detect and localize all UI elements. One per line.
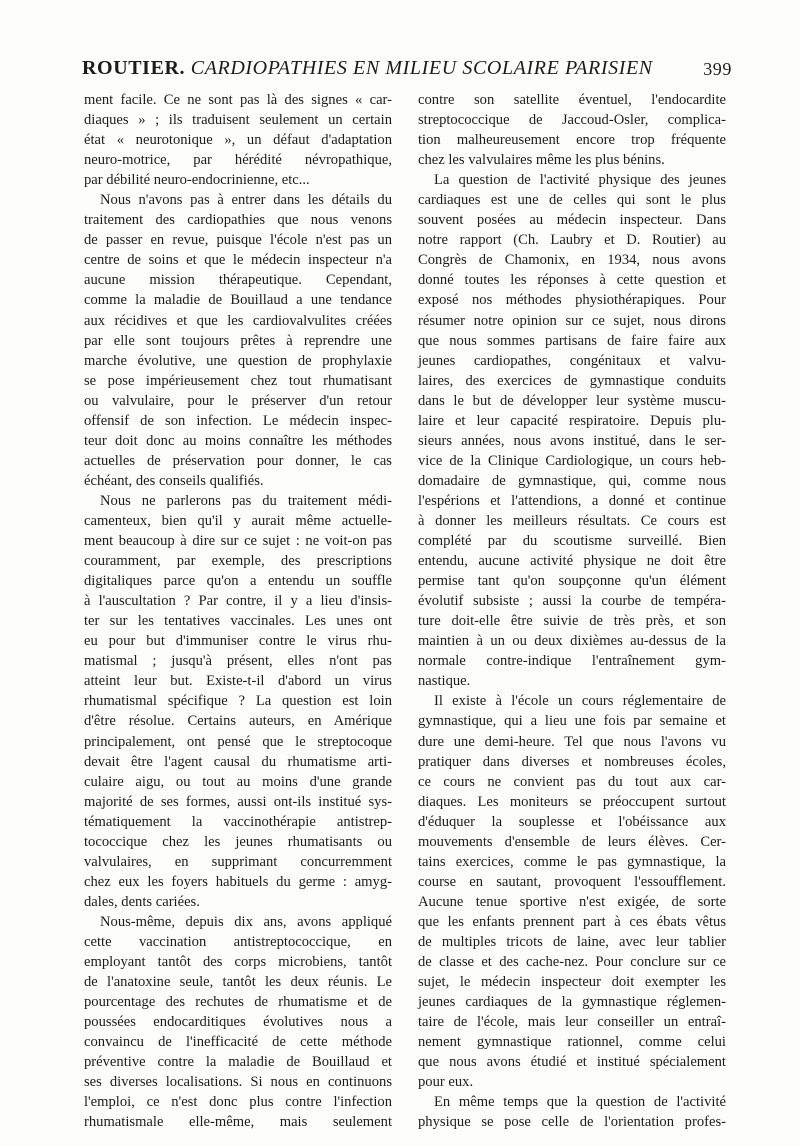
text-line: ses diverses localisations. Si nous en continuons bbox=[84, 1074, 392, 1091]
text-line: gymnastique, qui a lieu une fois par semaine et bbox=[418, 713, 726, 730]
text-line: devait être l'agent causal du rhumatisme arti- bbox=[84, 753, 392, 770]
header-author: ROUTIER. bbox=[82, 57, 186, 79]
text-line: donné toutes les réponses à cette question et bbox=[418, 272, 726, 289]
text-line: neuro-motrice, par hérédité névropathique, bbox=[84, 152, 392, 169]
text-line: ture doit-elle être suivie de très près, et son bbox=[418, 613, 726, 630]
text-line: diaques. Les moniteurs se préoccupent surtout bbox=[418, 793, 726, 810]
text-line: principalement, ont pensé que le streptocoque bbox=[84, 733, 392, 750]
text-line: aucune mission thérapeutique. Cependant, bbox=[84, 272, 392, 289]
text-line: vice de la Clinique Cardiologique, un cours heb- bbox=[418, 452, 726, 469]
text-line: que nous sommes partisans de faire faire aux bbox=[418, 332, 726, 349]
text-line: chez les valvulaires même les plus bénins. bbox=[418, 152, 665, 169]
text-line: chez eux les foyers habituels du germe : amyg- bbox=[84, 873, 392, 890]
text-line: Nous-même, depuis dix ans, avons appliqué bbox=[100, 913, 392, 930]
text-line: pourcentage des rechutes de rhumatisme et de bbox=[84, 994, 392, 1011]
text-line: d'être résolue. Certains auteurs, en Amérique bbox=[84, 713, 392, 730]
text-line: permise tant qu'on soupçonne qu'un élément bbox=[418, 573, 726, 590]
text-line: employant tantôt des corps microbiens, tantôt bbox=[84, 954, 392, 971]
text-line: tains exercices, comme le pas gymnastique, la bbox=[418, 853, 726, 870]
text-line: atteint leur but. Existe-t-il d'abord un virus bbox=[84, 673, 392, 690]
text-line: à donner les meilleurs résultats. Ce cours est bbox=[418, 512, 726, 529]
text-line: complété par du scoutisme surveillé. Bien bbox=[418, 533, 726, 550]
text-line: matismal ; jusqu'à présent, elles n'ont pas bbox=[84, 653, 392, 670]
text-line: tion malheureusement encore trop fréquente bbox=[418, 132, 726, 149]
text-line: ment facile. Ce ne sont pas là des signes « car- bbox=[84, 92, 392, 108]
text-line: couramment, par exemple, des prescriptions bbox=[84, 553, 392, 570]
text-line: camenteux, bien qu'il y aurait même actuelle- bbox=[84, 512, 392, 529]
text-line: centre de soins et que le médecin inspecteur n'a bbox=[84, 252, 392, 269]
text-line: Il existe à l'école un cours réglementaire de bbox=[434, 693, 726, 710]
text-line: sieurs années, nous avons institué, dans le ser- bbox=[418, 432, 726, 449]
text-line: tococcique chez les jeunes rhumatisants ou bbox=[84, 833, 392, 850]
text-line: exposé nos méthodes physiothérapiques. Pour bbox=[418, 292, 726, 309]
text-line: échéant, des conseils qualifiés. bbox=[84, 472, 264, 489]
text-line: d'éduquer la souplesse et l'obéissance aux bbox=[418, 813, 726, 830]
text-line: En même temps que la question de l'activité bbox=[434, 1094, 726, 1111]
text-line: que nous avons étudié et institué spécialement bbox=[418, 1054, 726, 1071]
text-line: offensif de son infection. Le médecin inspec- bbox=[84, 412, 392, 429]
text-line: à l'auscultation ? Par contre, il y a lieu d'insis- bbox=[84, 593, 392, 610]
text-line: ou valvulaire, pour le préserver d'un retour bbox=[84, 392, 392, 409]
text-line: convaincu de l'inefficacité de cette méthode bbox=[84, 1034, 392, 1051]
text-line: dans le but de développer leur système muscu- bbox=[418, 392, 726, 409]
text-line: laires, des exercices de gymnastique conduits bbox=[418, 372, 726, 389]
text-line: tématiquement la vaccinothérapie antistrep- bbox=[84, 813, 392, 830]
text-line: normale contre-indique l'entraînement gym- bbox=[418, 653, 726, 670]
text-line: teur doit donc au moins connaître les méthodes bbox=[84, 432, 392, 449]
running-header bbox=[82, 57, 732, 80]
text-line: ment beaucoup à dire sur ce sujet : ne voit-on pas bbox=[84, 533, 392, 550]
text-line: de l'anatoxine seule, tantôt les deux réunis. Le bbox=[84, 974, 392, 991]
text-line: digitaliques parce qu'on a entendu un souffle bbox=[84, 573, 392, 590]
text-line: pour eux. bbox=[418, 1074, 474, 1091]
text-line: Nous n'avons pas à entrer dans les détails du bbox=[100, 192, 392, 209]
left-column bbox=[84, 90, 392, 1132]
text-line: que les enfants prennent part à ces ébats vêtus bbox=[418, 913, 726, 930]
text-line: préventive contre la maladie de Bouillaud et bbox=[84, 1054, 392, 1071]
text-line: taire de l'école, mais leur conseiller un entraî- bbox=[418, 1014, 726, 1031]
text-line: se pose impérieusement chez tout rhumatisant bbox=[84, 372, 392, 389]
text-line: évolutif subsiste ; aussi la courbe de tempéra- bbox=[418, 593, 726, 610]
text-line: actuelles de préservation pour donner, le cas bbox=[84, 452, 392, 469]
text-line: rhumatismale elle-même, mais seulement bbox=[84, 1114, 392, 1131]
text-line: souvent posées au médecin inspecteur. Dans bbox=[418, 212, 726, 229]
text-line: diaques » ; ils traduisent seulement un certain bbox=[84, 112, 392, 129]
text-line: domadaire de gymnastique, qui, comme nous bbox=[418, 472, 726, 489]
text-line: streptococcique de Jaccoud-Osler, complica- bbox=[418, 112, 726, 129]
text-line: mouvements d'ensemble de leurs élèves. Cer- bbox=[418, 833, 726, 850]
text-line: aux récidives et que les cardiovalvulites créées bbox=[84, 312, 392, 329]
text-line: valvulaires, en supprimant concurremment bbox=[84, 853, 392, 870]
text-line: de classe et des cache-nez. Pour conclure sur ce bbox=[418, 954, 726, 971]
text-line: poussées endocarditiques évolutives nous a bbox=[84, 1014, 392, 1031]
text-line: de passer en revue, puisque l'école n'est pas un bbox=[84, 232, 392, 249]
text-line: traitement des cardiopathies que nous venons bbox=[84, 212, 392, 229]
text-line: dure une demi-heure. Tel que nous l'avons vu bbox=[418, 733, 726, 750]
text-line: culaire aigu, ou tout au moins d'une grande bbox=[84, 773, 392, 790]
text-line: eu pour but d'immuniser contre le virus rhu- bbox=[84, 633, 392, 650]
text-line: Nous ne parlerons pas du traitement médi- bbox=[100, 492, 392, 509]
text-line: entendu, aucune activité physique ne doit être bbox=[418, 553, 726, 570]
text-line: laire et leur capacité respiratoire. Depuis plu- bbox=[418, 412, 726, 429]
text-line: La question de l'activité physique des jeunes bbox=[434, 172, 726, 189]
text-line: nastique. bbox=[418, 673, 471, 690]
text-line: maintien à un ou deux dixièmes au-dessus de la bbox=[418, 633, 726, 650]
text-line: contre son satellite éventuel, l'endocardite bbox=[418, 92, 726, 108]
text-line: de multiples tricots de laine, avec leur tablier bbox=[418, 933, 726, 950]
text-line: l'espérions et l'attendions, a donné et continue bbox=[418, 492, 726, 509]
text-line: nement gymnastique rationnel, comme celui bbox=[418, 1034, 726, 1051]
text-line: résumer notre opinion sur ce sujet, nous dirons bbox=[418, 312, 726, 329]
text-line: cardiaques est une de celles qui sont le plus bbox=[418, 192, 726, 209]
text-line: Aucune tenue sportive n'est exigée, de sorte bbox=[418, 893, 726, 910]
text-line: jeunes cardiaques de la gymnastique réglemen- bbox=[418, 994, 726, 1011]
header-title: CARDIOPATHIES EN MILIEU SCOLAIRE PARISIEN bbox=[190, 57, 653, 79]
text-line: cette vaccination antistreptococcique, en bbox=[84, 933, 392, 950]
text-line: majorité de ses formes, aussi ont-ils institué sys- bbox=[84, 793, 392, 810]
page-number: 399 bbox=[703, 59, 732, 79]
text-line: ter sur les tentatives vaccinales. Les unes ont bbox=[84, 613, 392, 630]
text-line: comme la maladie de Bouillaud a une tendance bbox=[84, 292, 392, 309]
text-line: dales, dents cariées. bbox=[84, 893, 200, 910]
right-column bbox=[418, 90, 726, 1132]
text-line: par elle sont toujours prêtes à reprendre une bbox=[84, 332, 392, 349]
text-line: pratiquer dans diverses et nombreuses écoles, bbox=[418, 753, 726, 770]
text-line: jeunes cardiopathes, congénitaux et valvu- bbox=[418, 352, 726, 369]
text-line: notre rapport (Ch. Laubry et D. Routier) au bbox=[418, 232, 726, 249]
text-line: sujet, le médecin inspecteur doit exempter les bbox=[418, 974, 726, 991]
text-line: état « neurotonique », un défaut d'adaptation bbox=[84, 132, 392, 149]
text-line: marche évolutive, une question de prophylaxie bbox=[84, 352, 392, 369]
text-line: course en sautant, provoquent l'essoufflement. bbox=[418, 873, 726, 890]
text-line: rhumatismal spécifique ? La question est loin bbox=[84, 693, 392, 710]
text-line: physique se pose celle de l'orientation profes- bbox=[418, 1114, 726, 1131]
text-line: l'emploi, ce n'est donc plus contre l'infection bbox=[84, 1094, 392, 1111]
text-line: Congrès de Chamonix, en 1934, nous avons bbox=[418, 252, 726, 269]
text-line: ce cours ne convient pas du tout aux car- bbox=[418, 773, 726, 790]
text-line: par débilité neuro-endocrinienne, etc... bbox=[84, 172, 310, 189]
